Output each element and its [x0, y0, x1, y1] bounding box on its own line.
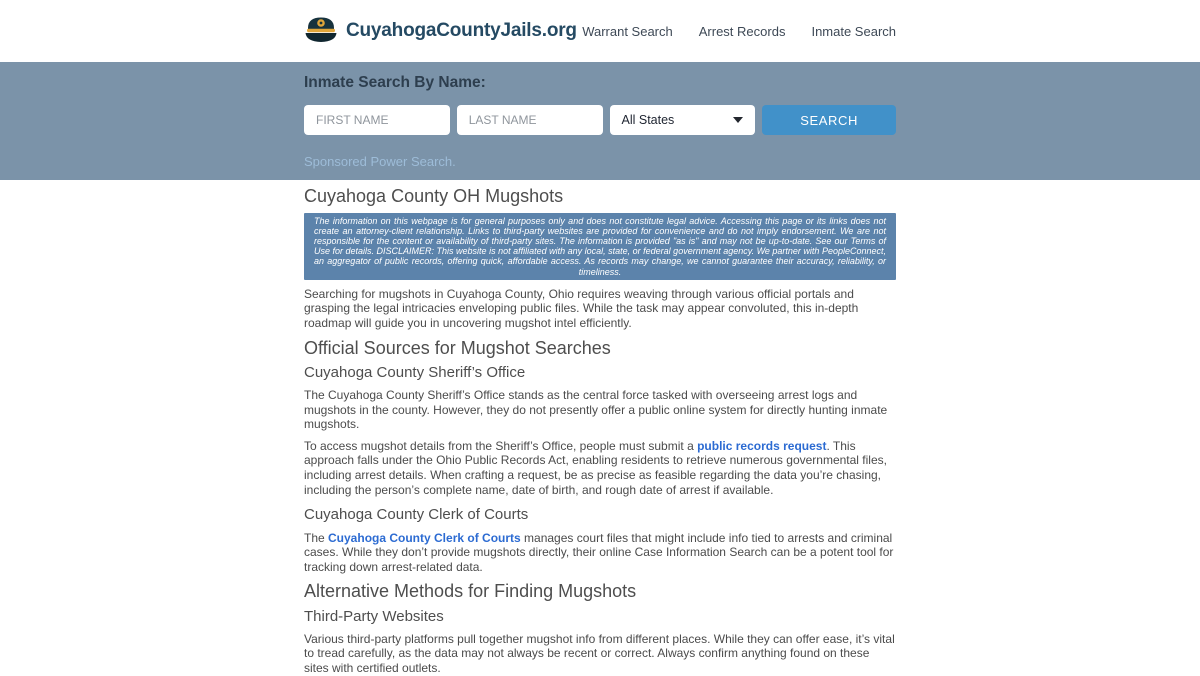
- nav-warrant-search[interactable]: Warrant Search: [582, 23, 673, 39]
- chevron-down-icon: [733, 117, 743, 123]
- third-party-websites-heading: Third-Party Websites: [304, 607, 444, 625]
- sponsored-power-search-link[interactable]: Sponsored Power Search.: [304, 154, 456, 169]
- third-party-paragraph: Various third-party platforms pull together mugshot info from different places. While they can offer ease, it’s vital to tread carefully, as the data may not always be recent or correct. Always confirm anything found on these sites with certified outlets.: [304, 631, 895, 676]
- site-logo[interactable]: [304, 14, 577, 49]
- records-paragraph-text-before: To access mugshot details from the Sheriff’s Office, people must submit a: [304, 438, 698, 453]
- page-title: Cuyahoga County OH Mugshots: [304, 186, 564, 206]
- sheriff-paragraph: The Cuyahoga County Sheriff’s Office stands as the central force tasked with overseeing arrest logs and mugshots in the county. However, they do not presently offer a public online system for directly hunting inmate mugshots.: [304, 387, 888, 432]
- nav-inmate-search[interactable]: Inmate Search: [811, 23, 896, 39]
- search-panel-title: Inmate Search By Name:: [304, 74, 486, 91]
- site-header: [0, 0, 1200, 62]
- first-name-input[interactable]: [304, 105, 450, 135]
- clerk-paragraph-text-after: manages court files that might include info tied to arrests and criminal cases. While they don’t provide mugshots directly, their online Case Information Search can be a potent tool for tracking down arrest-related data.: [304, 530, 894, 574]
- main-content: [304, 180, 896, 676]
- site-logo-text: CuyahogaCountyJails.org: [346, 20, 577, 41]
- records-paragraph-text-after: . This approach falls under the Ohio Public Records Act, enabling residents to retrieve numerous governmental files, including arrest details. When crafting a request, be as precise as feasible regarding the data you’re chasing, including the person’s complete name, date of birth, and rough date of arrest if available.: [304, 438, 887, 497]
- inmate-search-panel: [0, 62, 1200, 180]
- records-request-paragraph: [304, 439, 896, 498]
- state-select[interactable]: [610, 105, 756, 135]
- clerk-paragraph-text-before: The: [304, 530, 329, 545]
- clerk-of-courts-link[interactable]: Cuyahoga County Clerk of Courts: [328, 530, 521, 545]
- disclaimer-box: The information on this webpage is for general purposes only and does not constitute legal advice. Accessing this page or its links does not create an attorney-client relationship. Links to third-party websites are provided for convenience and do not imply endorsement. We are not responsible for the content or availability of third-party sites. The information is provided "as is" and may not be up-to-date. See our Terms of Use for details. DISCLAIMER: This website is not affiliated with any local, state, or federal government agency. We partner with PeopleConnect, an aggregator of public records, offering quick, affordable access. As records may change, we cannot guarantee their accuracy, reliability, or timeliness.: [304, 213, 896, 279]
- main-nav: [582, 24, 896, 39]
- search-button[interactable]: SEARCH: [762, 105, 896, 135]
- alternative-methods-heading: Alternative Methods for Finding Mugshots: [304, 581, 637, 602]
- intro-paragraph: Searching for mugshots in Cuyahoga County, Ohio requires weaving through various official portals and grasping the legal intricacies enveloping public files. While the task may appear convoluted, this in-depth roadmap will guide you in uncovering mugshot intel efficiently.: [304, 286, 859, 330]
- state-select-value: All States: [621, 113, 675, 127]
- sheriff-office-heading: Cuyahoga County Sheriff’s Office: [304, 363, 526, 381]
- clerk-of-courts-heading: Cuyahoga County Clerk of Courts: [304, 506, 529, 524]
- last-name-input[interactable]: [457, 105, 603, 135]
- search-form-row: [304, 105, 896, 135]
- clerk-paragraph: [304, 531, 896, 575]
- public-records-request-link[interactable]: public records request: [697, 438, 827, 453]
- official-sources-heading: Official Sources for Mugshot Searches: [304, 337, 611, 358]
- nav-arrest-records[interactable]: Arrest Records: [698, 23, 786, 39]
- police-hat-icon: [304, 14, 338, 49]
